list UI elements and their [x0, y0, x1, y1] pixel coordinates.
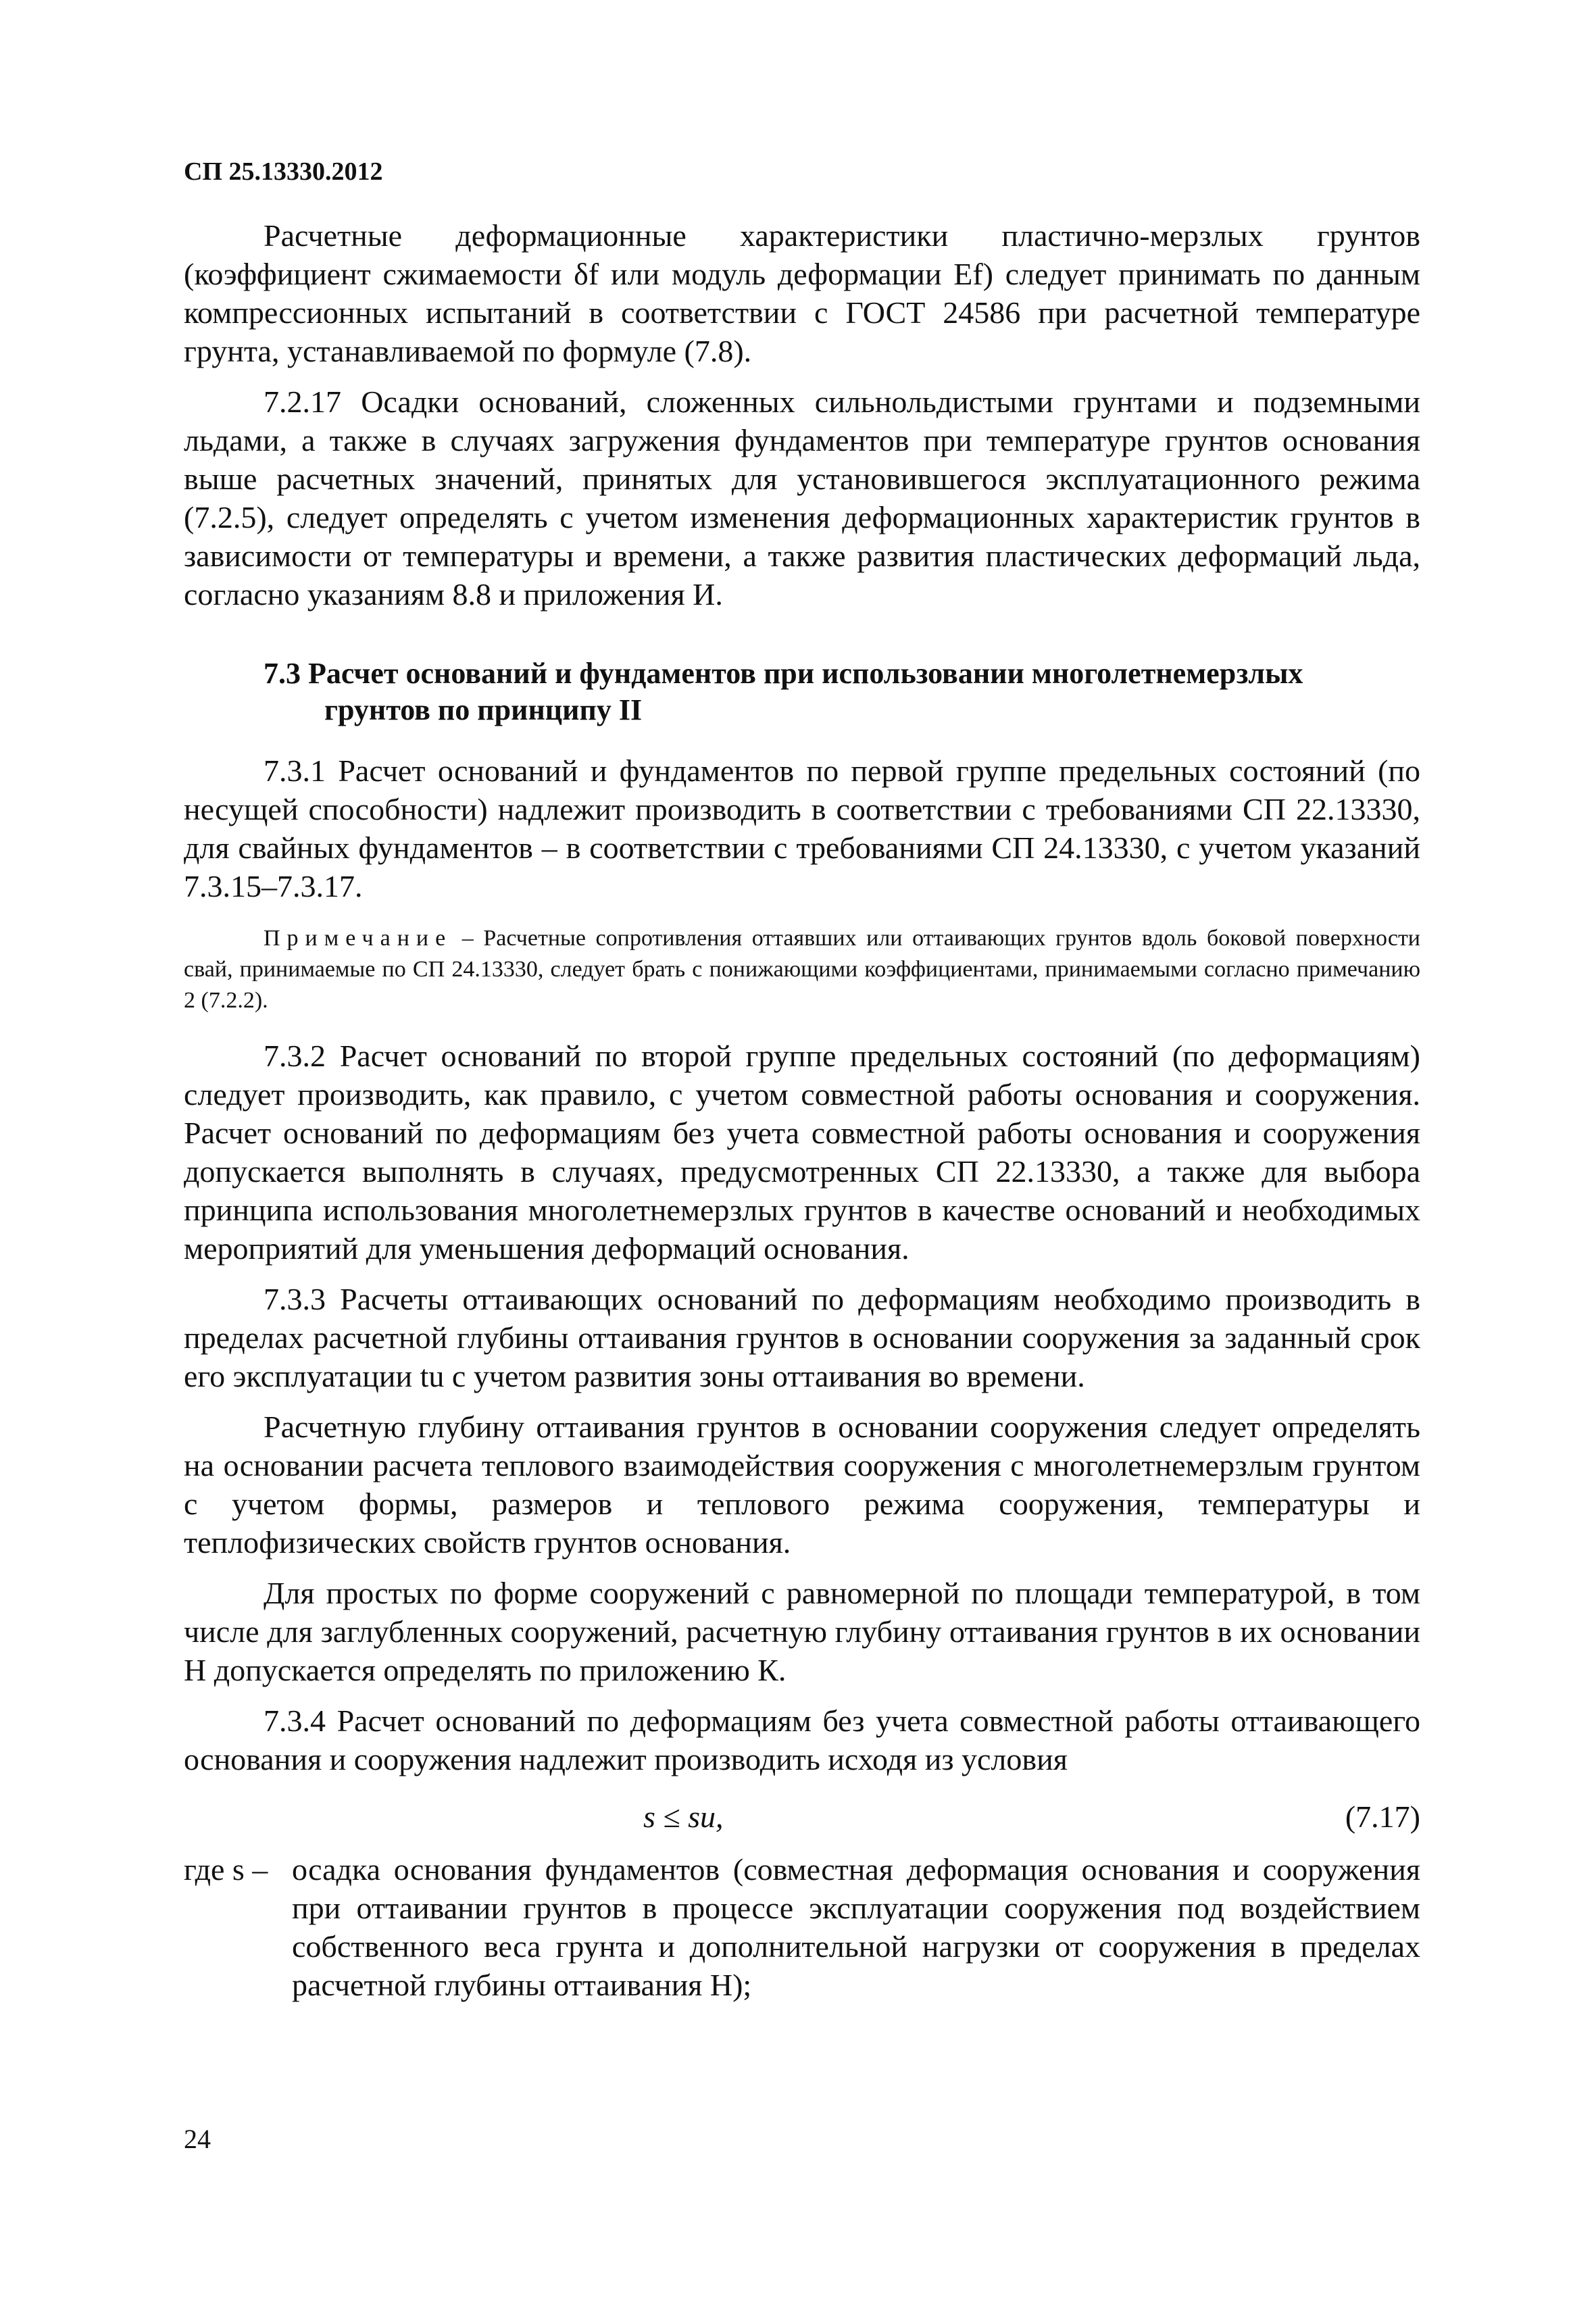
paragraph-7-3-4: 7.3.4 Расчет оснований по деформациям без учета совместной работы оттаивающего основания и сооружения надлежит производить исходя из условия: [184, 1703, 1420, 1776]
paragraph-deformation-characteristics: Расчетные деформационные характеристики пластично-мерзлых грунтов (коэффициент сжимаемости δf или модуль деформации Ef) следует принимать по данным компрессионных испытаний в соответствии с ГОСТ 24586 при расчетной температуре грунта, устанавливаемой по формуле (7.8).: [184, 218, 1420, 368]
note-label: Примечание: [264, 926, 453, 951]
page-content: [184, 216, 1420, 2004]
paragraph-thaw-depth: Расчетную глубину оттаивания грунтов в основании сооружения следует определять на основании расчета теплового взаимодействия сооружения с многолетнемерзлым грунтом с учетом формы, размеров и теплового режима сооружения, температуры и теплофизических свойств грунтов основания.: [184, 1410, 1420, 1560]
note-block: [184, 923, 1420, 1016]
paragraph-7-3-2: 7.3.2 Расчет оснований по второй группе предельных состояний (по деформациям) следует производить, как правило, с учетом совместной работы основания и сооружения. Расчет оснований по деформациям без учета совместной работы основания и сооружения допускается выполнять в случаях, предусмотренных СП 22.13330, а также для выбора принципа использования многолетнемерзлых грунтов в качестве оснований и необходимых мероприятий для уменьшения деформаций основания.: [184, 1039, 1420, 1266]
paragraph-7-3-3: 7.3.3 Расчеты оттаивающих оснований по деформациям необходимо производить в пределах расчетной глубины оттаивания грунтов в основании сооружения за заданный срок его эксплуатации tu с учетом развития зоны оттаивания во времени.: [184, 1282, 1420, 1393]
note-text: – Расчетные сопротивления оттаявших или оттаивающих грунтов вдоль боковой поверхности свай, принимаемые по СП 24.13330, следует брать с понижающими коэффициентами, принимаемыми согласно примечанию 2 (7.2.2).: [184, 926, 1420, 1013]
formula-7-17: [184, 1797, 1420, 1841]
formula-number: (7.17): [1345, 1799, 1420, 1834]
section-heading-line2: грунтов по принципу II: [324, 693, 643, 726]
section-heading-7-3: [184, 655, 1420, 728]
paragraph-simple-structures: Для простых по форме сооружений с равномерной по площади температурой, в том числе для заглубленных сооружений, расчетную глубину оттаивания грунтов в их основании H допускается определять по приложению К.: [184, 1576, 1420, 1687]
paragraph-7-3-1: 7.3.1 Расчет оснований и фундаментов по первой группе предельных состояний (по несущей способности) надлежит производить в соответствии с требованиями СП 22.13330, для свайных фундаментов – в соответствии с требованиями СП 24.13330, с учетом указаний 7.3.15–7.3.17.: [184, 753, 1420, 903]
page-number: 24: [184, 2124, 211, 2154]
paragraph-7-2-17: 7.2.17 Осадки оснований, сложенных сильнольдистыми грунтами и подземными льдами, а также в случаях загружения фундаментов при температуре грунтов основания выше расчетных значений, принятых для установившегося эксплуатационного режима (7.2.5), следует определять с учетом изменения деформационных характеристик грунтов в зависимости от температуры и времени, а также развития пластических деформаций льда, согласно указаниям 8.8 и приложения И.: [184, 384, 1420, 612]
section-heading-line1: 7.3 Расчет оснований и фундаментов при использовании многолетнемерзлых: [264, 657, 1303, 690]
where-definition: [184, 1850, 1420, 2004]
where-text: осадка основания фундаментов (совместная деформация основания и сооружения при оттаивании грунтов в процессе эксплуатации сооружения под воздействием собственного веса грунта и дополнительной нагрузки от сооружения в пределах расчетной глубины оттаивания H);: [292, 1852, 1420, 2002]
where-label: где s –: [184, 1852, 268, 1887]
document-code-header: СП 25.13330.2012: [184, 157, 383, 186]
formula-expression: s ≤ su,: [643, 1799, 724, 1834]
